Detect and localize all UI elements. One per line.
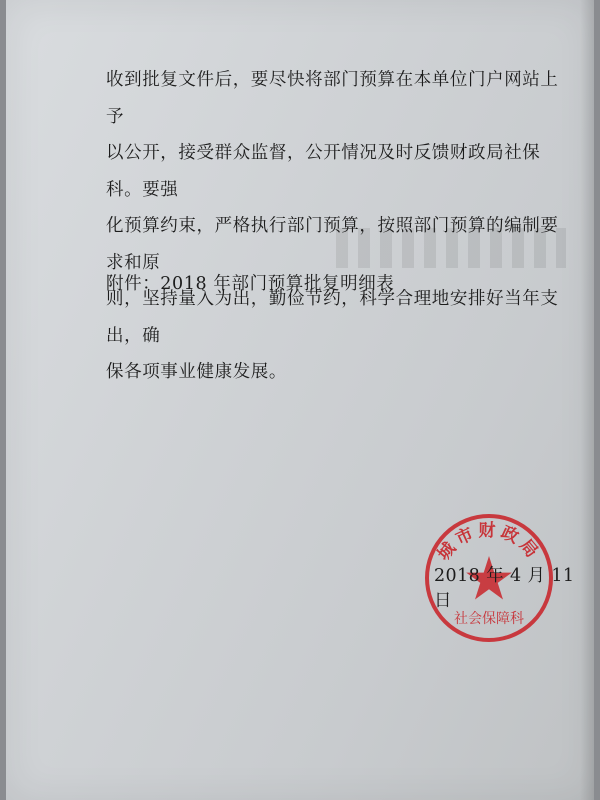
body-line: 保各项事业健康发展。	[106, 362, 287, 382]
body-line: 化预算约束，严格执行部门预算，按照部门预算的编制要求和原	[106, 216, 559, 273]
seal-top-text: 城市财政局	[433, 521, 545, 565]
document-page	[6, 0, 594, 800]
body-paragraph	[106, 62, 576, 391]
body-line: 则，坚持量入为出，勤俭节约，科学合理地安排好当年支出，确	[106, 289, 559, 346]
document-date: 2018 年 4 月 11 日	[434, 566, 575, 611]
body-line: 以公开，接受群众监督，公开情况及时反馈财政局社保科。要强	[106, 143, 541, 200]
body-line: 收到批复文件后，要尽快将部门预算在本单位门户网站上予	[106, 70, 559, 127]
seal-bottom-text: 社会保障科	[454, 611, 524, 627]
attachment-line: 附件：2018 年部门预算批复明细表	[106, 274, 395, 294]
